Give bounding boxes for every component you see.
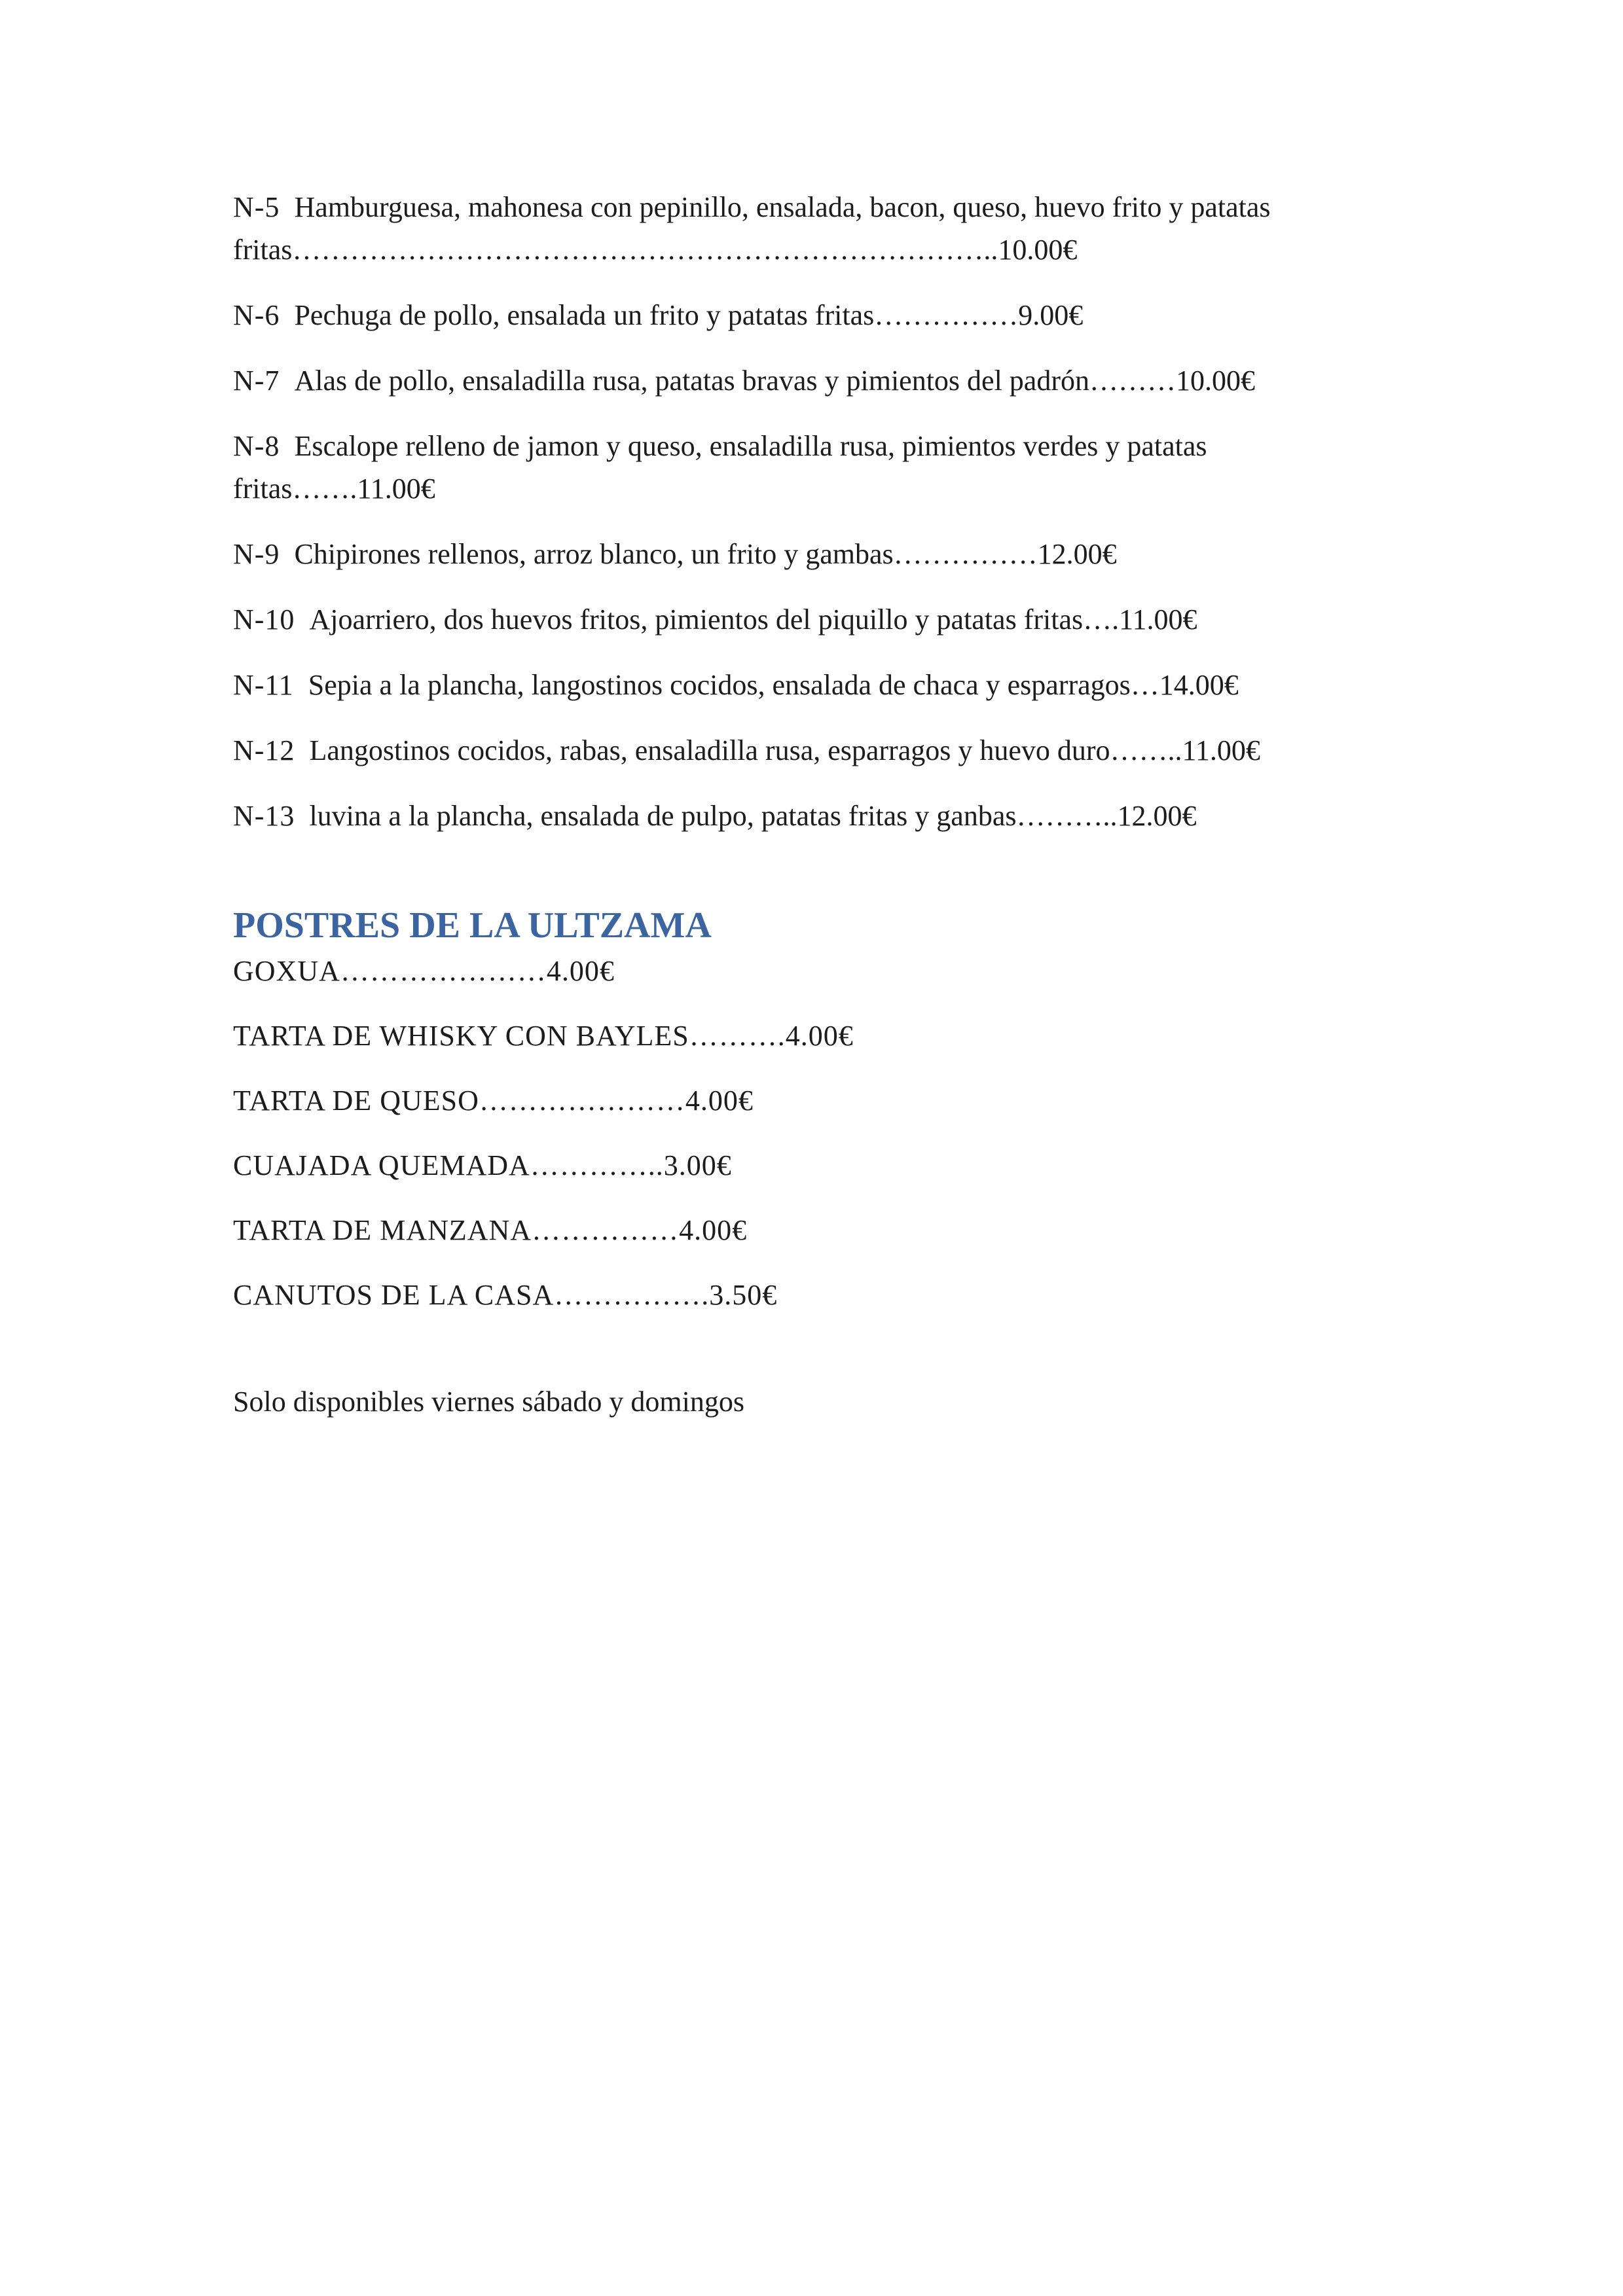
availability-note: Solo disponibles viernes sábado y domingos (233, 1386, 744, 1418)
plato-item (233, 729, 1372, 772)
plato-code: N-8 (233, 430, 280, 462)
menu-content (233, 186, 1372, 1446)
plato-code: N-12 (233, 734, 295, 766)
plato-item (233, 294, 1372, 336)
plato-text: Chipirones rellenos, arroz blanco, un frito y gambas……………12.00€ (294, 538, 1117, 570)
plato-text: Alas de pollo, ensaladilla rusa, patatas bravas y pimientos del padrón………10.00€ (294, 365, 1255, 397)
plato-code: N-6 (233, 299, 280, 331)
plato-item (233, 795, 1372, 837)
postre-item: TARTA DE WHISKY CON BAYLES……….4.00€ (233, 1020, 854, 1052)
plato-text: luvina a la plancha, ensalada de pulpo, patatas fritas y ganbas………..12.00€ (309, 800, 1197, 832)
plato-code: N-9 (233, 538, 280, 570)
plato-text: Escalope relleno de jamon y queso, ensaladilla rusa, pimientos verdes y patatas fritas…….11.00€ (233, 430, 1207, 505)
plato-text: Langostinos cocidos, rabas, ensaladilla rusa, esparragos y huevo duro……..11.00€ (309, 734, 1260, 766)
postre-item: CANUTOS DE LA CASA…………….3.50€ (233, 1279, 778, 1311)
plato-item (233, 533, 1372, 575)
postre-item: TARTA DE QUESO…………………4.00€ (233, 1085, 754, 1117)
postre-item: CUAJADA QUEMADA…………..3.00€ (233, 1149, 732, 1181)
postres-list (233, 950, 1372, 1316)
plato-code: N-5 (233, 191, 280, 223)
plato-text: Sepia a la plancha, langostinos cocidos, ensalada de chaca y esparragos…14.00€ (308, 669, 1239, 701)
plato-code: N-7 (233, 365, 280, 397)
platos-list (233, 186, 1372, 837)
postre-item: GOXUA…………………4.00€ (233, 955, 615, 987)
plato-item (233, 598, 1372, 641)
plato-text: Hamburguesa, mahonesa con pepinillo, ensalada, bacon, queso, huevo frito y patatas fritas………………………………………………………………..10.00€ (233, 191, 1271, 266)
plato-text: Pechuga de pollo, ensalada un frito y patatas fritas……………9.00€ (294, 299, 1084, 331)
postre-item: TARTA DE MANZANA……………4.00€ (233, 1214, 748, 1246)
plato-item (233, 425, 1372, 510)
postres-heading: POSTRES DE LA ULTZAMA (233, 905, 712, 946)
plato-item (233, 359, 1372, 402)
plato-item (233, 186, 1372, 271)
plato-code: N-13 (233, 800, 295, 832)
plato-code: N-11 (233, 669, 294, 701)
plato-code: N-10 (233, 603, 295, 636)
plato-text: Ajoarriero, dos huevos fritos, pimientos del piquillo y patatas fritas….11.00€ (309, 603, 1197, 636)
plato-item (233, 664, 1372, 706)
